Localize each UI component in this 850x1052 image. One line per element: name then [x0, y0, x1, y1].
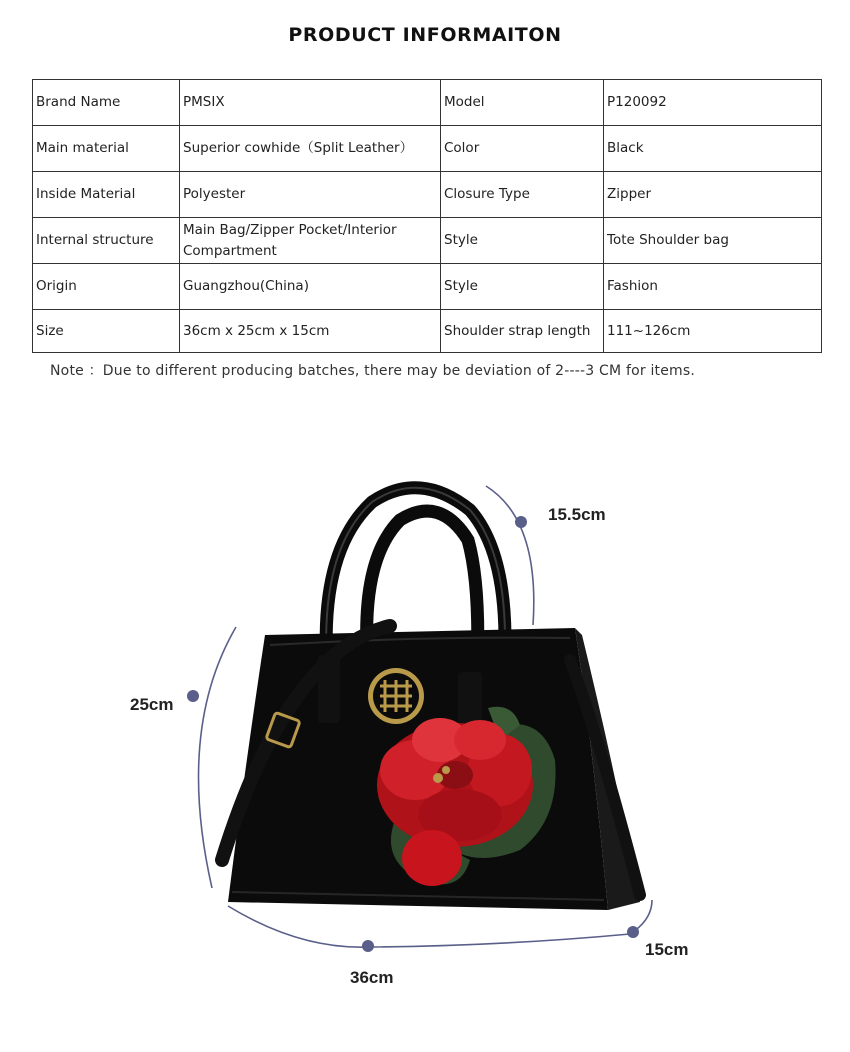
handbag-illustration [0, 440, 850, 1048]
table-cell: PMSIX [180, 80, 441, 126]
table-cell: Main material [33, 126, 180, 172]
table-cell: Brand Name [33, 80, 180, 126]
table-cell: P120092 [604, 80, 822, 126]
table-cell: Main Bag/Zipper Pocket/Interior Compartment [180, 218, 441, 264]
table-row [33, 172, 822, 218]
table-row [33, 80, 822, 126]
table-cell: Guangzhou(China) [180, 264, 441, 310]
table-cell: Internal structure [33, 218, 180, 264]
table-cell: Inside Material [33, 172, 180, 218]
width-label: 36cm [350, 968, 394, 987]
table-cell: Polyester [180, 172, 441, 218]
table-cell: Black [604, 126, 822, 172]
table-cell: Style [441, 264, 604, 310]
height-label: 25cm [130, 695, 174, 714]
table-cell: Origin [33, 264, 180, 310]
table-cell: Tote Shoulder bag [604, 218, 822, 264]
logo-medallion [368, 668, 424, 724]
table-cell: Superior cowhide（Split Leather） [180, 126, 441, 172]
table-cell: Model [441, 80, 604, 126]
table-row [33, 218, 822, 264]
table-cell: Shoulder strap length [441, 310, 604, 353]
product-info-table [32, 79, 822, 353]
table-cell: Color [441, 126, 604, 172]
table-cell: Style [441, 218, 604, 264]
table-cell: 111~126cm [604, 310, 822, 353]
table-cell: Zipper [604, 172, 822, 218]
width-dimension-line [228, 906, 630, 947]
handle-drop-label: 15.5cm [548, 505, 606, 524]
table-cell: Fashion [604, 264, 822, 310]
table-row [33, 264, 822, 310]
table-cell: 36cm x 25cm x 15cm [180, 310, 441, 353]
product-figure [0, 440, 850, 1048]
table-cell: Size [33, 310, 180, 353]
table-row [33, 126, 822, 172]
table-row [33, 310, 822, 353]
table-cell: Closure Type [441, 172, 604, 218]
size-note: Note ：Due to different producing batches, there may be deviation of 2----3 CM for items. [50, 363, 696, 379]
page-title: PRODUCT INFORMAITON [288, 24, 562, 46]
depth-label: 15cm [645, 940, 689, 959]
